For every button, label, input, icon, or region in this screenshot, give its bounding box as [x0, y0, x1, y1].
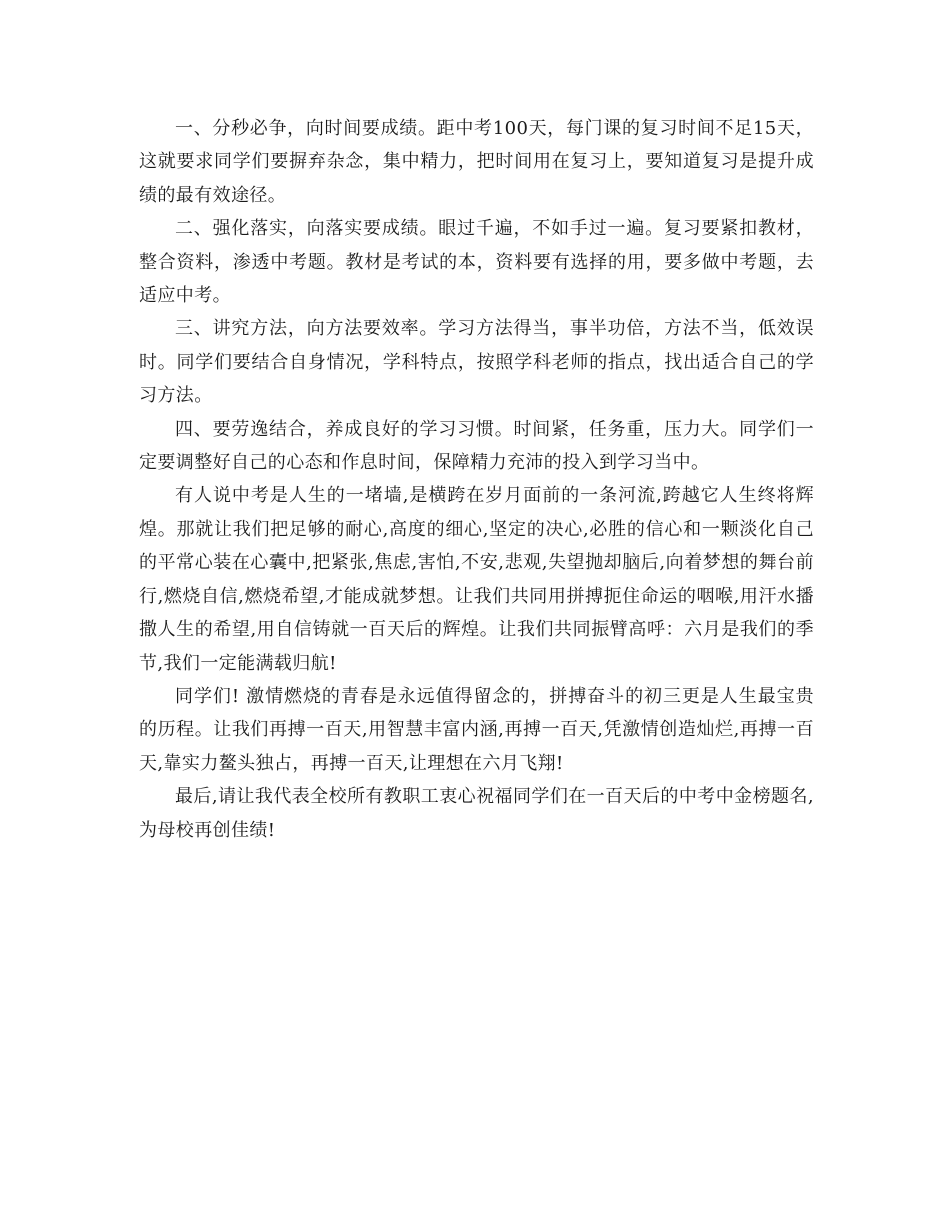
paragraph-2: 二、强化落实，向落实要成绩。眼过千遍，不如手过一遍。复习要紧扣教材，整合资料，渗透中考题。教材是考试的本，资料要有选择的用，要多做中考题，去适应中考。	[139, 218, 814, 307]
paragraph-1: 一、分秒必争，向时间要成绩。距中考100天，每门课的复习时间不足15天，这就要求同学们要摒弃杂念，集中精力，把时间用在复习上，要知道复习是提升成绩的最有效途径。	[139, 118, 814, 206]
paragraph-7: 最后,请让我代表全校所有教职工衷心祝福同学们在一百天后的中考中金榜题名,为母校再创佳绩!	[139, 786, 814, 841]
document-body	[139, 112, 814, 847]
paragraph-5: 有人说中考是人生的一堵墙,是横跨在岁月面前的一条河流,跨越它人生终将辉煌。那就让我们把足够的耐心,高度的细心,坚定的决心,必胜的信心和一颗淡化自己的平常心装在心囊中,把紧张,焦虑,害怕,不安,悲观,失望抛却脑后,向着梦想的舞台前行,燃烧自信,燃烧希望,才能成就梦想。让我们共同用拼搏扼住命运的咽喉,用汗水播撒人生的希望,用自信铸就一百天后的辉煌。让我们共同振臂高呼：六月是我们的季节,我们一定能满载归航!	[139, 485, 814, 674]
paragraph-6: 同学们! 激情燃烧的青春是永远值得留念的，拼搏奋斗的初三更是人生最宝贵的历程。让我们再搏一百天,用智慧丰富内涵,再搏一百天,凭激情创造灿烂,再搏一百天,靠实力鳌头独占，再搏一百天,让理想在六月飞翔!	[139, 685, 814, 774]
paragraph-3: 三、讲究方法，向方法要效率。学习方法得当，事半功倍，方法不当，低效误时。同学们要结合自身情况，学科特点，按照学科老师的指点，找出适合自己的学习方法。	[139, 318, 814, 407]
paragraph-4: 四、要劳逸结合，养成良好的学习习惯。时间紧，任务重，压力大。同学们一定要调整好自己的心态和作息时间，保障精力充沛的投入到学习当中。	[139, 418, 814, 474]
